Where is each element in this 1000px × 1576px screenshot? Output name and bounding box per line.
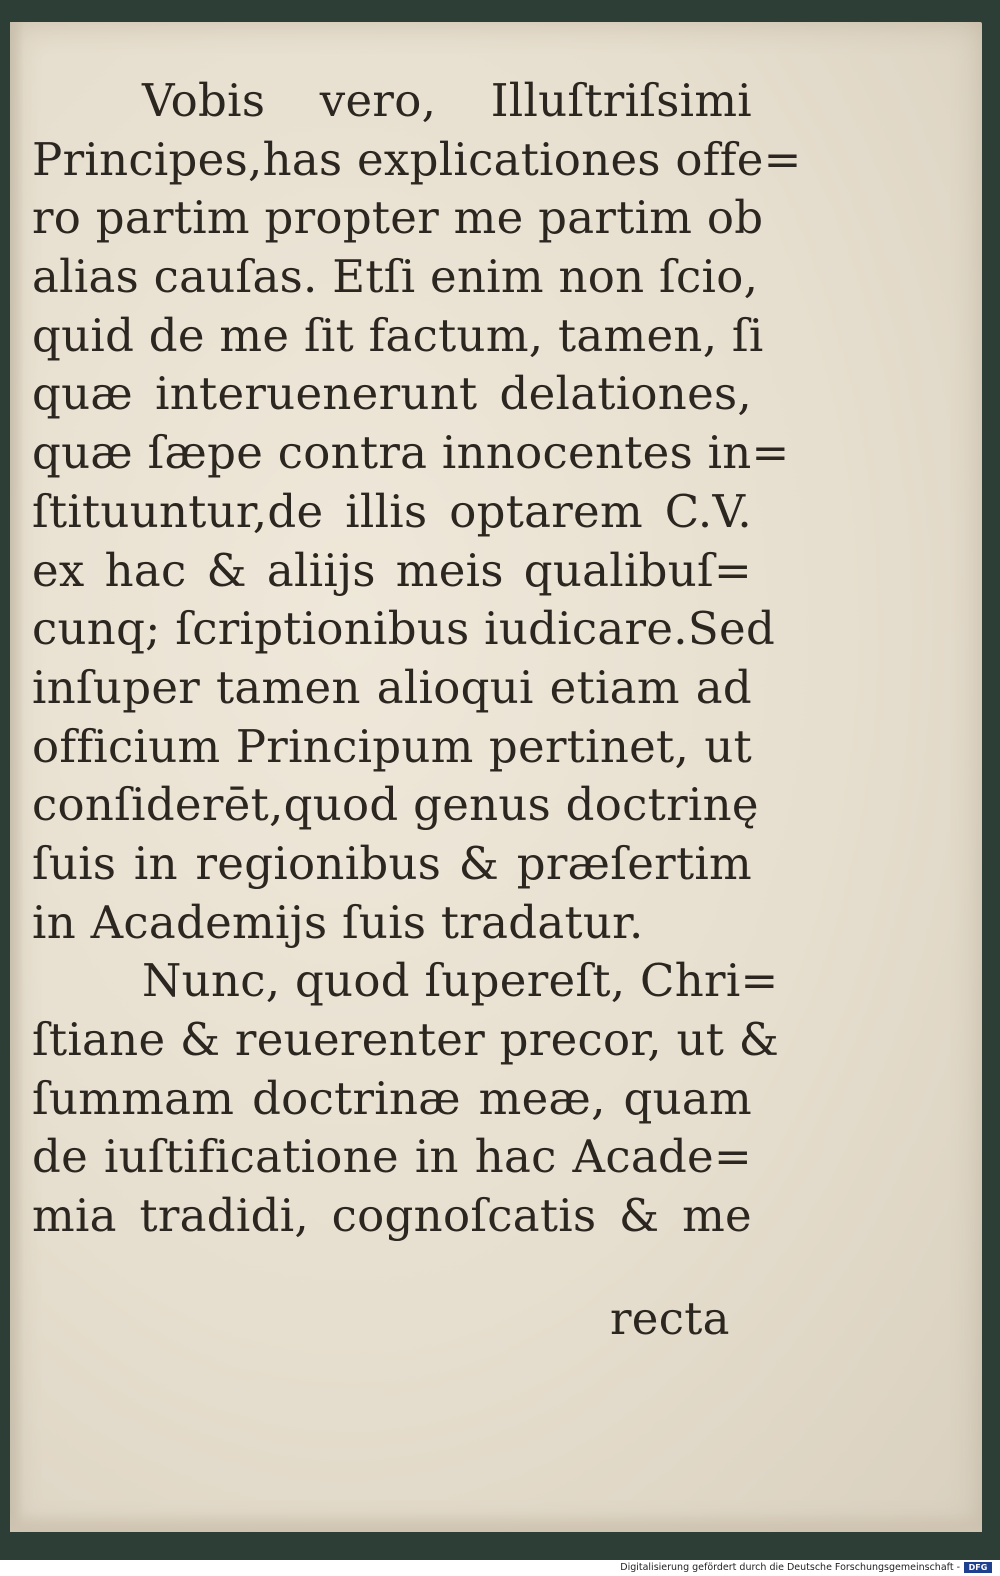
digitization-credit: Digitalisierung gefördert durch die Deutsche Forschungsgemeinschaft -: [620, 1562, 960, 1573]
text-line: quæ interuenerunt delationes,: [32, 367, 752, 421]
catchword: recta: [610, 1292, 730, 1345]
dfg-logo: DFG: [964, 1562, 992, 1573]
text-line: alias cauſas. Etſi enim non ſcio,: [32, 250, 759, 304]
text-line: quid de me ſit factum, tamen, ſi: [32, 308, 764, 362]
book-page: [10, 22, 982, 1532]
text-line: quæ ſæpe contra innocentes in=: [32, 426, 790, 480]
text-line: mia tradidi, cognoſcatis & me: [32, 1189, 752, 1243]
page-text: [32, 72, 802, 1246]
text-line: de iuſtificatione in hac Acade=: [32, 1130, 752, 1184]
text-line: conſiderēt,quod genus doctrinę: [32, 778, 759, 832]
text-line: ſuis in regionibus & præſertim: [32, 836, 752, 890]
text-line: ro partim propter me partim ob: [32, 191, 764, 245]
text-line: Nunc, quod ſupereſt, Chri=: [142, 954, 779, 1008]
text-line: ſtiane & reuerenter precor, ut &: [32, 1013, 780, 1066]
text-line: ex hac & aliijs meis qualibuſ=: [32, 543, 752, 597]
text-line: Principes,has explicationes offe=: [32, 132, 802, 186]
text-line: cunq; ſcriptionibus iudicare.Sed: [32, 602, 776, 656]
text-line: in Academijs ſuis tradatur.: [32, 895, 644, 949]
text-line: Vobis vero, Illuſtriſsimi: [142, 74, 752, 127]
page-edge-shadow: [10, 22, 24, 1532]
text-line: ſtituuntur,de illis optarem C.V.: [32, 484, 752, 538]
text-line: ſummam doctrinæ meæ, quam: [32, 1071, 752, 1125]
page-bottom-shadow: [10, 1512, 982, 1532]
text-line: officium Principum pertinet, ut: [32, 719, 752, 773]
text-line: inſuper tamen alioqui etiam ad: [32, 660, 752, 714]
